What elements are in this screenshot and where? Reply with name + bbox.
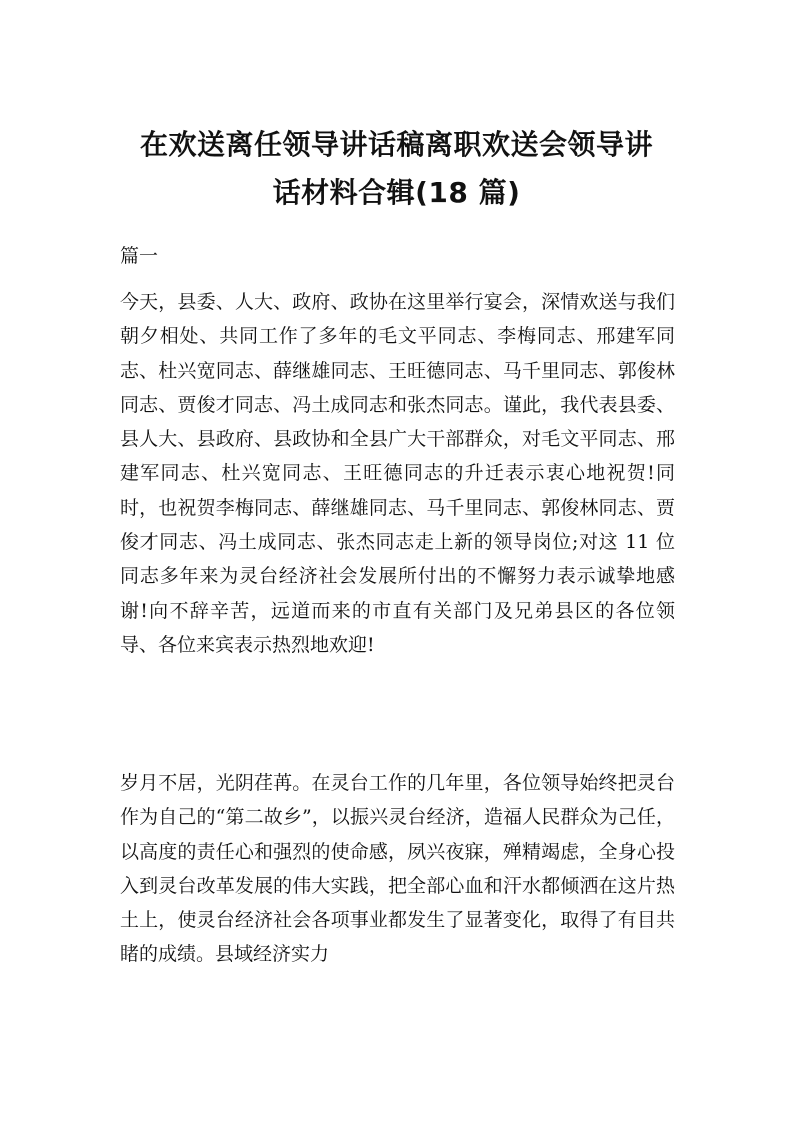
section-label: 篇一 (120, 245, 159, 267)
body-paragraph-1: 今天，县委、人大、政府、政协在这里举行宴会，深情欢送与我们朝夕相处、共同工作了多年的毛文平同志、李梅同志、邢建军同志、杜兴宽同志、薛继雄同志、王旺德同志、马千里同志、郭俊林同志、贾俊才同志、冯土成同志和张杰同志。谨此，我代表县委、县人大、县政府、县政协和全县广大干部群众，对毛文平同志、邢建军同志、杜兴宽同志、王旺德同志的升迁表示衷心地祝贺!同时，也祝贺李梅同志、薛继雄同志、马千里同志、郭俊林同志、贾俊才同志、冯土成同志、张杰同志走上新的领导岗位;对这 11 位同志多年来为灵台经济社会发展所付出的不懈努力表示诚挚地感谢!向不辞辛苦，远道而来的市直有关部门及兄弟县区的各位领导、各位来宾表示热烈地欢迎! (120, 291, 675, 656)
document-title-line-2: 话材料合辑(18 篇) (272, 176, 521, 209)
body-paragraph-2: 岁月不居，光阴荏苒。在灵台工作的几年里，各位领导始终把灵台作为自己的“第二故乡”，以振兴灵台经济，造福人民群众为己任，以高度的责任心和强烈的使命感，夙兴夜寐，殚精竭虑，全身心投入到灵台改革发展的伟大实践，把全部心血和汗水都倾洒在这片热土上，使灵台经济社会各项事业都发生了显著变化，取得了有目共睹的成绩。县域经济实力 (120, 772, 675, 966)
document-title-line-1: 在欢送离任领导讲话稿离职欢送会领导讲 (139, 128, 653, 161)
